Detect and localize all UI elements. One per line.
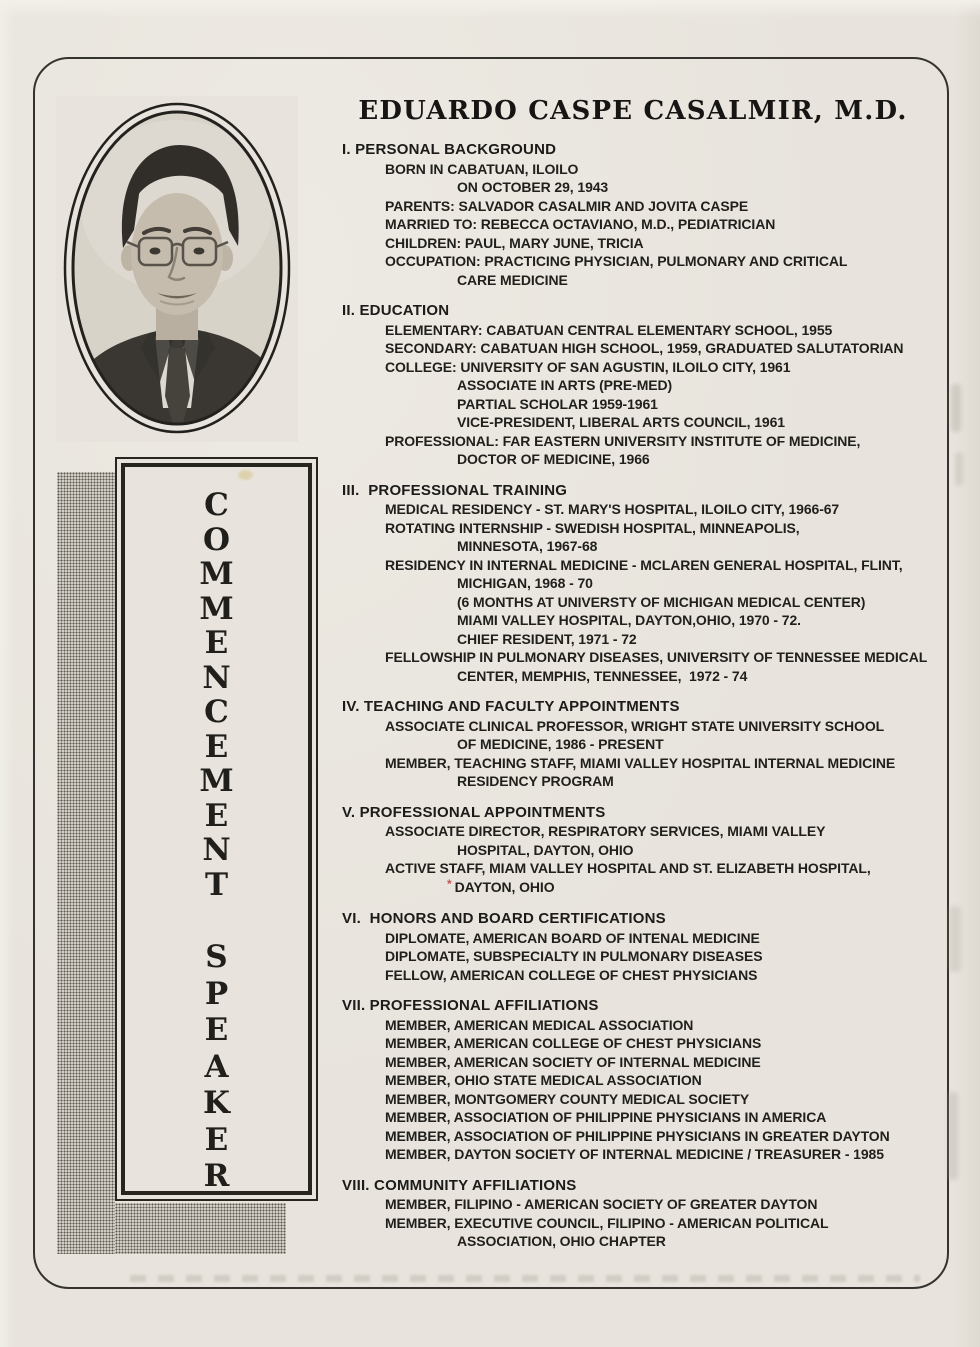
- bio-line: ON OCTOBER 29, 1943: [457, 179, 609, 195]
- bio-line: (6 MONTHS AT UNIVERSTY OF MICHIGAN MEDICAL CENTER): [457, 593, 866, 610]
- portrait-photo: [56, 96, 298, 442]
- banner-letter: E: [204, 1121, 229, 1158]
- bio-line: CARE MEDICINE: [457, 271, 568, 288]
- banner-letter: E: [204, 797, 229, 834]
- scan-smudge: [948, 1092, 958, 1180]
- bio-line: MEMBER, AMERICAN COLLEGE OF CHEST PHYSICIANS: [385, 1035, 762, 1051]
- bio-line: BORN IN CABATUAN, ILOILO: [385, 160, 579, 177]
- bio-line: MIAMI VALLEY HOSPITAL, DAYTON,OHIO, 1970 - 72.: [457, 612, 801, 628]
- banner-letter: O: [202, 521, 230, 558]
- bio-line: MEMBER, EXECUTIVE COUNCIL, FILIPINO - AMERICAN POLITICAL: [385, 1214, 829, 1231]
- banner-letter: E: [204, 728, 229, 765]
- bio-line: ASSOCIATE CLINICAL PROFESSOR, WRIGHT STATE UNIVERSITY SCHOOL: [385, 717, 885, 734]
- halftone-patch-bottom: [115, 1203, 286, 1254]
- bio-line: MEMBER, ASSOCIATION OF PHILIPPINE PHYSICIANS IN AMERICA: [385, 1109, 827, 1125]
- bio-line: PARTIAL SCHOLAR 1959-1961: [457, 395, 658, 412]
- bio-section: [342, 910, 954, 984]
- bio-line: FELLOW, AMERICAN COLLEGE OF CHEST PHYSICIANS: [385, 966, 758, 983]
- speaker-name-title: EDUARDO CASPE CASALMIR, M.D.: [358, 96, 908, 126]
- bio-line: ASSOCIATE DIRECTOR, RESPIRATORY SERVICES, MIAMI VALLEY: [385, 823, 826, 839]
- banner-letter: E: [204, 625, 229, 661]
- scan-smudge: [951, 384, 961, 432]
- bio-line: SECONDARY: CABATUAN HIGH SCHOOL, 1959, GRADUATED SALUTATORIAN: [385, 340, 904, 356]
- bio-line: MINNESOTA, 1967-68: [457, 538, 598, 554]
- banner-letter: E: [204, 1012, 229, 1048]
- banner-letter: M: [199, 556, 234, 592]
- scan-smudge: [949, 906, 961, 972]
- bio-section: [342, 804, 954, 898]
- bio-line: MEMBER, OHIO STATE MEDICAL ASSOCIATION: [385, 1072, 702, 1088]
- bio-line: ROTATING INTERNSHIP - SWEDISH HOSPITAL, MINNEAPOLIS,: [385, 519, 800, 536]
- bio-section: [342, 482, 954, 686]
- banner-letter: R: [203, 1158, 230, 1194]
- bio-line: MEMBER, FILIPINO - AMERICAN SOCIETY OF GREATER DAYTON: [385, 1196, 818, 1212]
- banner-letter: C: [204, 487, 229, 523]
- bleed-through-text-line: [130, 1275, 920, 1282]
- bio-line: MICHIGAN, 1968 - 70: [457, 575, 593, 591]
- banner-word-speaker: [203, 939, 230, 1195]
- bio-line: CENTER, MEMPHIS, TENNESSEE, 1972 - 74: [457, 667, 748, 684]
- banner-letter: A: [204, 1048, 229, 1085]
- section-heading: V. PROFESSIONAL APPOINTMENTS: [342, 803, 606, 821]
- bio-line: MEMBER, TEACHING STAFF, MIAMI VALLEY HOSPITAL INTERNAL MEDICINE: [385, 754, 896, 771]
- bio-line: ELEMENTARY: CABATUAN CENTRAL ELEMENTARY SCHOOL, 1955: [385, 321, 833, 338]
- paper-stain: [238, 470, 253, 480]
- bio-line: DIPLOMATE, AMERICAN BOARD OF INTENAL MEDICINE: [385, 929, 760, 946]
- bio-section: [342, 698, 954, 791]
- bio-line: OF MEDICINE, 1986 - PRESENT: [457, 736, 664, 752]
- handwritten-red-asterisk: *: [447, 876, 452, 891]
- bio-section: [342, 302, 954, 469]
- commencement-speaker-banner: [115, 457, 318, 1201]
- bio-line: ASSOCIATION, OHIO CHAPTER: [457, 1233, 666, 1249]
- banner-word-commencement: [199, 488, 233, 902]
- section-heading: VIII. COMMUNITY AFFILIATIONS: [342, 1176, 577, 1194]
- bio-line: COLLEGE: UNIVERSITY OF SAN AGUSTIN, ILOILO CITY, 1961: [385, 358, 791, 375]
- halftone-strip-left: [57, 472, 115, 1254]
- section-heading: II. EDUCATION: [342, 302, 450, 319]
- section-heading: I. PERSONAL BACKGROUND: [342, 141, 557, 158]
- banner-letter: N: [202, 832, 231, 868]
- banner-letter: S: [205, 939, 228, 975]
- bio-line: CHILDREN: PAUL, MARY JUNE, TRICIA: [385, 234, 644, 251]
- bio-line: ASSOCIATE IN ARTS (PRE-MED): [457, 377, 673, 393]
- section-heading: III. PROFESSIONAL TRAINING: [342, 481, 568, 499]
- banner-letter: P: [204, 975, 229, 1012]
- banner-inner-frame: [121, 463, 312, 1195]
- banner-letter: N: [202, 659, 231, 696]
- section-heading: IV. TEACHING AND FACULTY APPOINTMENTS: [342, 698, 680, 715]
- bio-line: MEMBER, ASSOCIATION OF PHILIPPINE PHYSICIANS IN GREATER DAYTON: [385, 1127, 890, 1144]
- bio-line: MEMBER, DAYTON SOCIETY OF INTERNAL MEDICINE / TREASURER - 1985: [385, 1146, 884, 1162]
- bio-line: FELLOWSHIP IN PULMONARY DISEASES, UNIVERSITY OF TENNESSEE MEDICAL: [385, 649, 928, 665]
- banner-letter: T: [204, 866, 229, 903]
- bio-line: DOCTOR OF MEDICINE, 1966: [457, 451, 650, 467]
- bio-line: VICE-PRESIDENT, LIBERAL ARTS COUNCIL, 1961: [457, 414, 785, 430]
- bio-section: [342, 1177, 954, 1251]
- banner-letter: C: [204, 694, 229, 730]
- bio-line: MEMBER, MONTGOMERY COUNTY MEDICAL SOCIETY: [385, 1090, 750, 1107]
- bio-line: MEMBER, AMERICAN MEDICAL ASSOCIATION: [385, 1016, 694, 1033]
- bio-line: HOSPITAL, DAYTON, OHIO: [457, 841, 634, 858]
- banner-letter: M: [199, 763, 234, 799]
- bio-line: * DAYTON, OHIO: [447, 876, 555, 895]
- speaker-portrait: [56, 96, 298, 442]
- section-heading: VI. HONORS AND BOARD CERTIFICATIONS: [342, 910, 666, 927]
- banner-letter: M: [199, 590, 234, 627]
- bio-section: [342, 141, 954, 289]
- bio-line: CHIEF RESIDENT, 1971 - 72: [457, 630, 637, 647]
- bio-line: ACTIVE STAFF, MIAM VALLEY HOSPITAL AND ST. ELIZABETH HOSPITAL,: [385, 860, 871, 876]
- bio-section: [342, 997, 954, 1164]
- bio-line: MARRIED TO: REBECCA OCTAVIANO, M.D., PEDIATRICIAN: [385, 216, 776, 232]
- bio-line: PARENTS: SALVADOR CASALMIR AND JOVITA CASPE: [385, 197, 749, 214]
- bio-line: DIPLOMATE, SUBSPECIALTY IN PULMONARY DISEASES: [385, 948, 763, 964]
- bio-line: MEDICAL RESIDENCY - ST. MARY'S HOSPITAL, ILOILO CITY, 1966-67: [385, 501, 840, 517]
- bio-line: OCCUPATION: PRACTICING PHYSICIAN, PULMONARY AND CRITICAL: [385, 253, 848, 269]
- bio-line: RESIDENCY PROGRAM: [457, 773, 614, 789]
- banner-letter: K: [203, 1085, 230, 1121]
- bio-line: MEMBER, AMERICAN SOCIETY OF INTERNAL MEDICINE: [385, 1053, 761, 1070]
- bio-line: PROFESSIONAL: FAR EASTERN UNIVERSITY INSTITUTE OF MEDICINE,: [385, 432, 861, 449]
- section-heading: VII. PROFESSIONAL AFFILIATIONS: [342, 997, 599, 1014]
- biography-sections: [342, 141, 954, 1251]
- scan-smudge: [955, 452, 963, 486]
- bio-line: RESIDENCY IN INTERNAL MEDICINE - MCLAREN GENERAL HOSPITAL, FLINT,: [385, 556, 903, 573]
